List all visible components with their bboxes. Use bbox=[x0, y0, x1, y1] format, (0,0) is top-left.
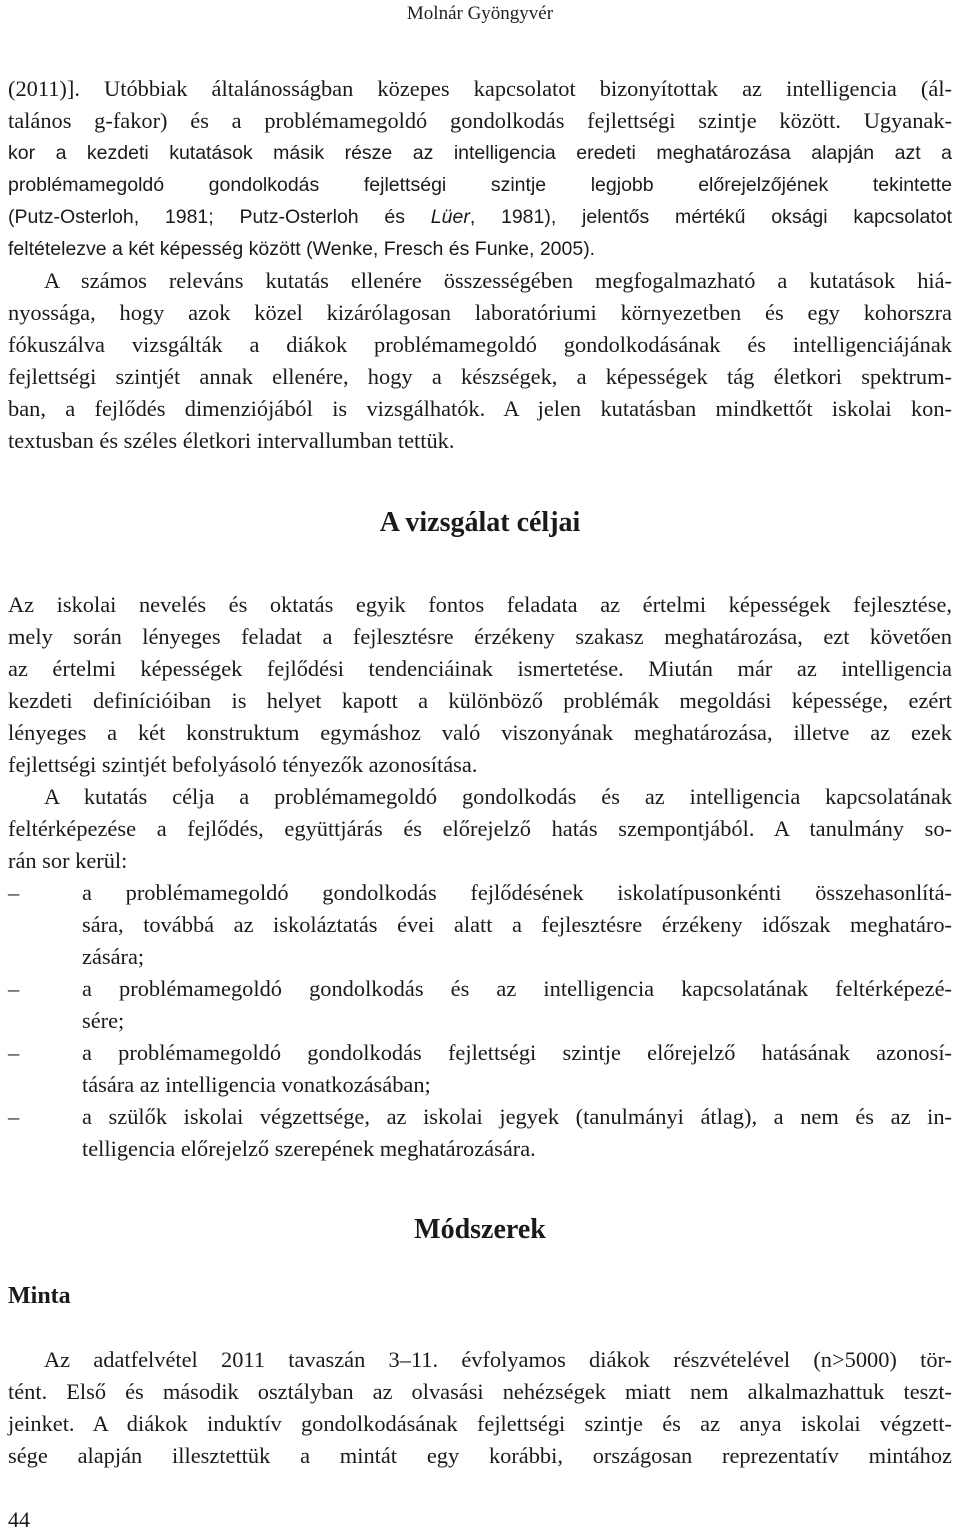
list-item-line: a problémamegoldó gondolkodás és az intelligencia kapcsolatának feltérképezé- bbox=[82, 976, 952, 1001]
text-line bbox=[8, 201, 952, 233]
section-heading: A vizsgálat céljai bbox=[379, 507, 581, 538]
list-item-line: telligencia előrejelző szerepének meghatározására. bbox=[82, 1136, 536, 1161]
text-line: fókuszálva vizsgálták a diákok problémamegoldó gondolkodásának és intelligenciájának bbox=[8, 332, 952, 357]
text-line: lényeges a két konstruktum egymáshoz való viszonyának meghatározása, illetve az ezek bbox=[8, 720, 952, 745]
list-item-line: a szülők iskolai végzettsége, az iskolai jegyek (tanulmányi átlag), a nem és az in- bbox=[82, 1104, 952, 1129]
text-span: (Putz-Osterloh, 1981; Putz-Osterloh és bbox=[8, 206, 431, 228]
list-item-line: sére; bbox=[82, 1008, 125, 1033]
page-number: 44 bbox=[8, 1507, 30, 1532]
list-item-line: a problémamegoldó gondolkodás fejlettségi szintje előrejelző hatásának azonosí- bbox=[82, 1040, 952, 1065]
text-line: tént. Első és második osztályban az olvasási nehézségek miatt nem alkalmazhattuk teszt- bbox=[8, 1379, 952, 1404]
text-line: feltérképezése a fejlődés, együttjárás és előrejelző hatás szempontjából. A tanulmány so- bbox=[8, 816, 952, 841]
text-line: nyossága, hogy azok közel kizárólagosan laboratóriumi környezetben és egy kohorszra bbox=[8, 300, 952, 325]
text-line: mely során lényeges feladat a fejlesztésre érzékeny szakasz meghatározása, ezt követően bbox=[8, 624, 952, 649]
list-item-line: zására; bbox=[82, 944, 145, 969]
running-header-author: Molnár Gyöngyvér bbox=[406, 3, 554, 24]
text-line: talános g-fakor) és a problémamegoldó gondolkodás fejlettségi szintje között. Ugyanak- bbox=[8, 108, 952, 133]
text-line: (2011)]. Utóbbiak általánosságban közepes kapcsolatot bizonyítottak az intelligencia (ál- bbox=[8, 76, 952, 101]
text-line: sége alapján illesztettük a mintát egy korábbi, országosan reprezentatív mintához bbox=[8, 1443, 952, 1468]
list-dash: – bbox=[8, 1104, 20, 1129]
text-line: textusban és széles életkori intervallumban tettük. bbox=[8, 428, 455, 453]
text-line: feltételezve a két képesség között (Wenke, Fresch és Funke, 2005). bbox=[8, 238, 596, 260]
text-line: fejlettségi szintjét befolyásoló tényezők azonosítása. bbox=[8, 752, 478, 777]
text-line: fejlettségi szintjét annak ellenére, hogy a készségek, a képességek tág életkori spektrum- bbox=[8, 364, 952, 389]
list-item-line: a problémamegoldó gondolkodás fejlődésének iskolatípusonkénti összehasonlítá- bbox=[82, 880, 952, 905]
text-line: jeinket. A diákok induktív gondolkodásának fejlettségi szintje és az anya iskolai végzett- bbox=[8, 1411, 952, 1436]
text-line: rán sor kerül: bbox=[8, 848, 128, 873]
italic-author-name: Lüer bbox=[430, 206, 470, 228]
list-item-line: sára, továbbá az iskoláztatás évei alatt a fejlesztésre érzékeny időszak meghatáro- bbox=[82, 912, 952, 937]
text-line: A számos releváns kutatás ellenére összességében megfogalmazható a kutatások hiá- bbox=[44, 268, 952, 293]
text-span: , 1981), jelentős mértékű oksági kapcsolatot bbox=[469, 206, 952, 228]
list-item-line: tására az intelligencia vonatkozásában; bbox=[82, 1072, 431, 1097]
text-line: Az iskolai nevelés és oktatás egyik fontos feladata az értelmi képességek fejlesztése, bbox=[8, 592, 952, 617]
subsection-heading: Minta bbox=[8, 1283, 71, 1309]
list-dash: – bbox=[8, 1040, 20, 1065]
text-line: A kutatás célja a problémamegoldó gondolkodás és az intelligencia kapcsolatának bbox=[44, 784, 952, 809]
list-dash: – bbox=[8, 880, 20, 905]
section-heading: Módszerek bbox=[414, 1214, 546, 1245]
text-line: ban, a fejlődés dimenziójából is vizsgálhatók. A jelen kutatásban mindkettőt iskolai kon- bbox=[8, 396, 952, 421]
text-line: problémamegoldó gondolkodás fejlettségi szintje legjobb előrejelzőjének tekintette bbox=[8, 174, 952, 196]
text-line: Az adatfelvétel 2011 tavaszán 3–11. évfolyamos diákok részvételével (n>5000) tör- bbox=[44, 1347, 952, 1372]
text-line: az értelmi képességek fejlődési tendenciáinak ismertetése. Miután már az intelligencia bbox=[8, 656, 952, 681]
list-dash: – bbox=[8, 976, 20, 1001]
text-line: kor a kezdeti kutatások másik része az intelligencia eredeti meghatározása alapján azt a bbox=[8, 142, 952, 164]
text-line: kezdeti definícióiban is helyet kapott a különböző problémák megoldási képessége, ezért bbox=[8, 688, 952, 713]
